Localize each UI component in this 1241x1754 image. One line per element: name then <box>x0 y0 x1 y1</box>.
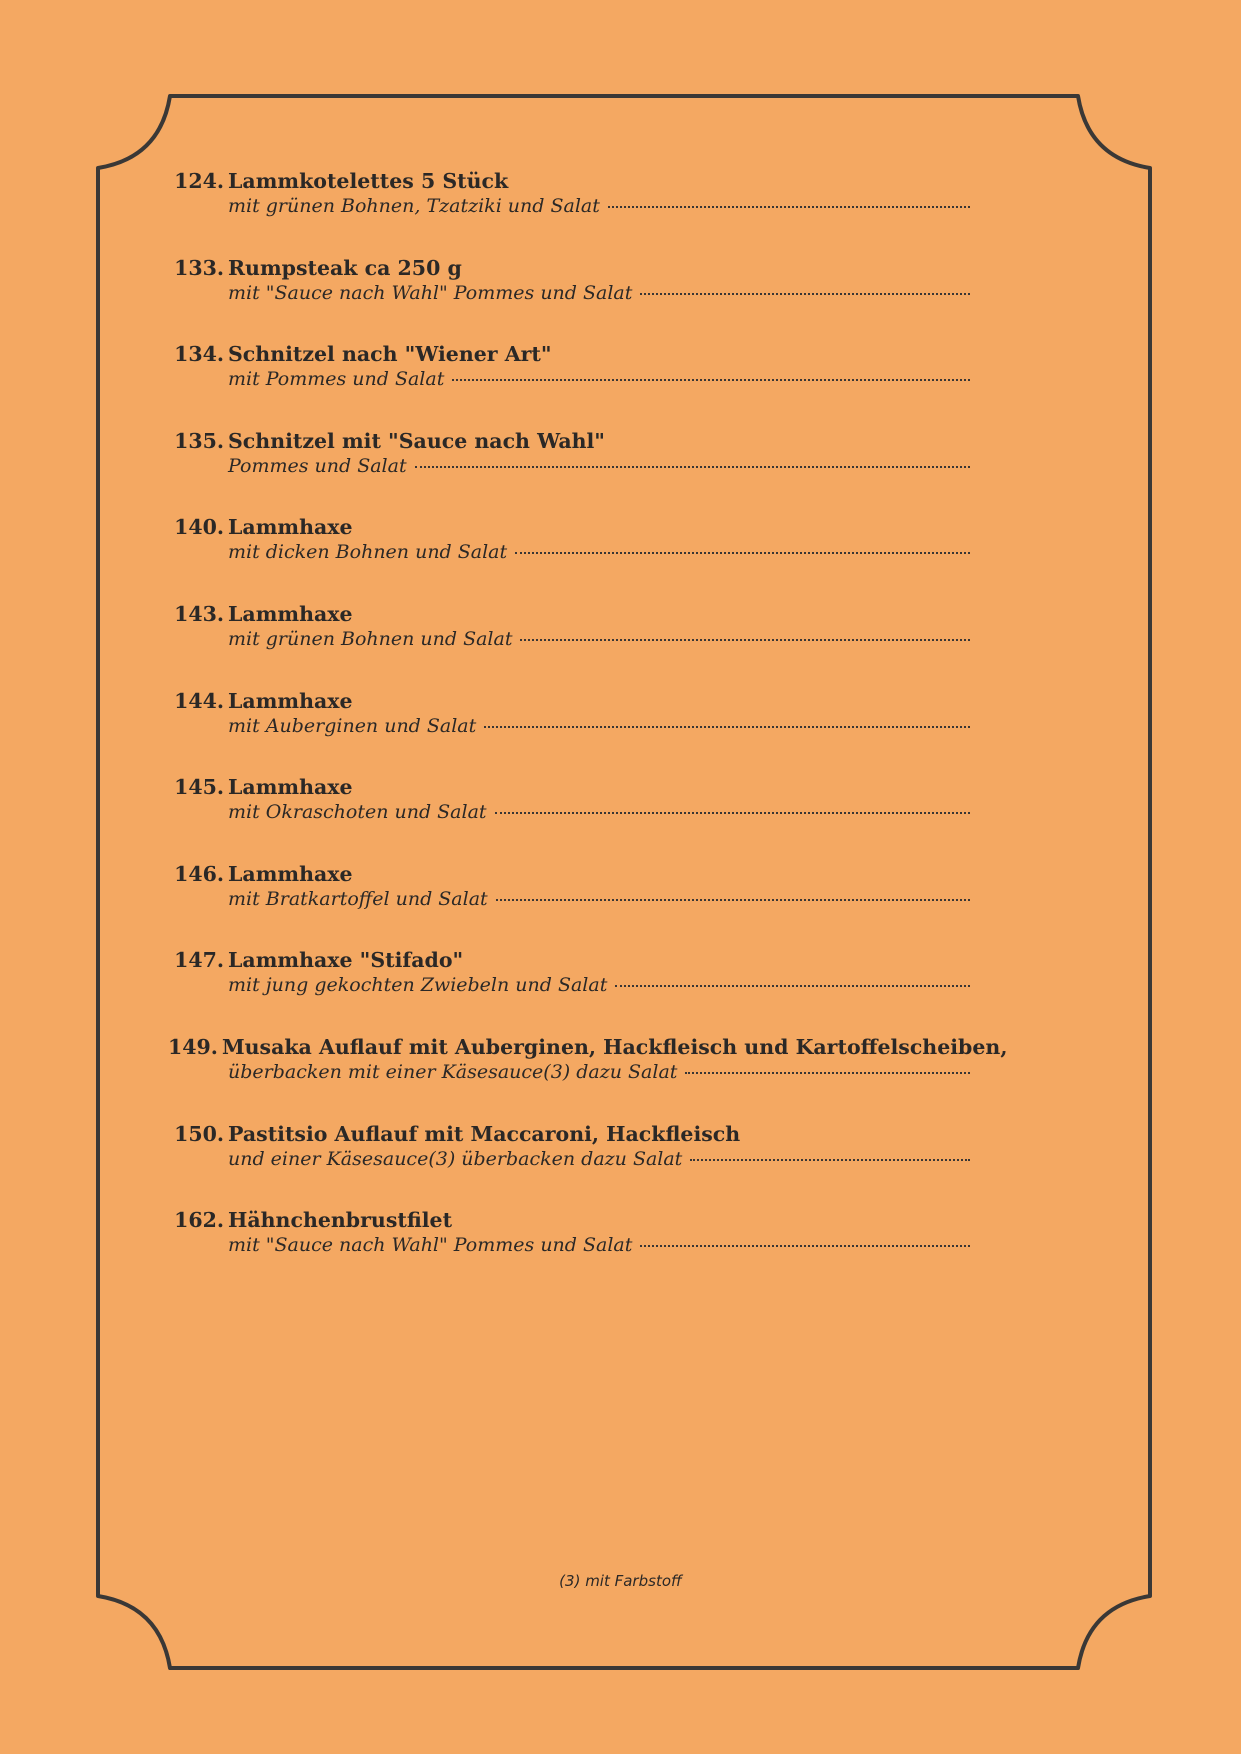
menu-item <box>168 601 970 688</box>
item-title: Lammhaxe <box>228 861 353 886</box>
item-title: Lammhaxe <box>228 601 353 626</box>
leader-dots <box>615 985 970 987</box>
menu-item <box>168 1034 1008 1121</box>
item-number: 133. <box>174 255 224 280</box>
item-description: mit dicken Bohnen und Salat <box>228 541 508 564</box>
leader-dots <box>640 1245 970 1247</box>
item-number: 134. <box>174 342 224 367</box>
menu-item <box>168 774 970 861</box>
item-title: Pastitsio Auflauf mit Maccaroni, Hackfleisch <box>228 1121 741 1146</box>
menu-list <box>168 168 1008 1294</box>
leader-dots <box>452 379 970 381</box>
item-number: 145. <box>174 775 224 800</box>
item-description: mit "Sauce nach Wahl" Pommes und Salat <box>228 1234 633 1257</box>
item-description: mit "Sauce nach Wahl" Pommes und Salat <box>228 281 633 304</box>
item-number: 135. <box>174 428 224 453</box>
item-number: 144. <box>174 688 224 713</box>
leader-dots <box>685 1072 970 1074</box>
leader-dots <box>415 466 970 468</box>
menu-item <box>168 1121 970 1208</box>
menu-item <box>168 688 970 775</box>
menu-item <box>168 1207 970 1294</box>
item-number: 124. <box>174 169 224 193</box>
item-number: 140. <box>174 515 224 540</box>
leader-dots <box>640 293 970 295</box>
item-title: Schnitzel mit "Sauce nach Wahl" <box>228 428 605 453</box>
menu-item <box>168 428 970 515</box>
item-number: 150. <box>174 1121 224 1146</box>
item-description: mit Auberginen und Salat <box>228 714 477 737</box>
item-title: Lammhaxe "Stifado" <box>228 948 464 973</box>
item-description: mit grünen Bohnen, Tzatziki und Salat <box>228 195 600 217</box>
item-number: 162. <box>174 1208 224 1233</box>
menu-item <box>168 168 970 255</box>
item-description: mit Pommes und Salat <box>228 368 445 391</box>
menu-item <box>168 514 970 601</box>
leader-dots <box>484 726 970 728</box>
item-description: überbacken mit einer Käsesauce(3) dazu Salat <box>228 1060 678 1083</box>
item-title: Lammhaxe <box>228 775 353 800</box>
item-description: mit grünen Bohnen und Salat <box>228 627 513 650</box>
leader-dots <box>608 206 970 208</box>
item-title: Lammkotelettes 5 Stück <box>228 169 509 193</box>
item-number: 146. <box>174 861 224 886</box>
item-title: Lammhaxe <box>228 688 353 713</box>
item-number: 149. <box>168 1034 218 1059</box>
leader-dots <box>520 639 970 641</box>
item-title: Musaka Auflauf mit Auberginen, Hackfleisch und Kartoffelscheiben, <box>221 1034 1008 1059</box>
item-title: Lammhaxe <box>228 515 353 540</box>
item-description: mit Okraschoten und Salat <box>228 801 487 824</box>
menu-item <box>168 255 970 342</box>
item-description: Pommes und Salat <box>228 454 407 477</box>
leader-dots <box>515 552 970 554</box>
item-title: Schnitzel nach "Wiener Art" <box>228 342 552 367</box>
item-title: Hähnchenbrustfilet <box>228 1208 453 1233</box>
item-number: 147. <box>174 948 224 973</box>
footnote: (3) mit Farbstoff <box>559 1572 682 1590</box>
item-title: Rumpsteak ca 250 g <box>228 255 462 280</box>
item-description: mit jung gekochten Zwiebeln und Salat <box>228 974 608 997</box>
menu-item <box>168 861 970 948</box>
item-number: 143. <box>174 601 224 626</box>
leader-dots <box>496 899 970 901</box>
leader-dots <box>495 812 970 814</box>
menu-item <box>168 341 970 428</box>
menu-item <box>168 947 970 1034</box>
leader-dots <box>690 1159 970 1161</box>
item-description: mit Bratkartoffel und Salat <box>228 887 488 910</box>
item-description: und einer Käsesauce(3) überbacken dazu Salat <box>228 1147 683 1170</box>
